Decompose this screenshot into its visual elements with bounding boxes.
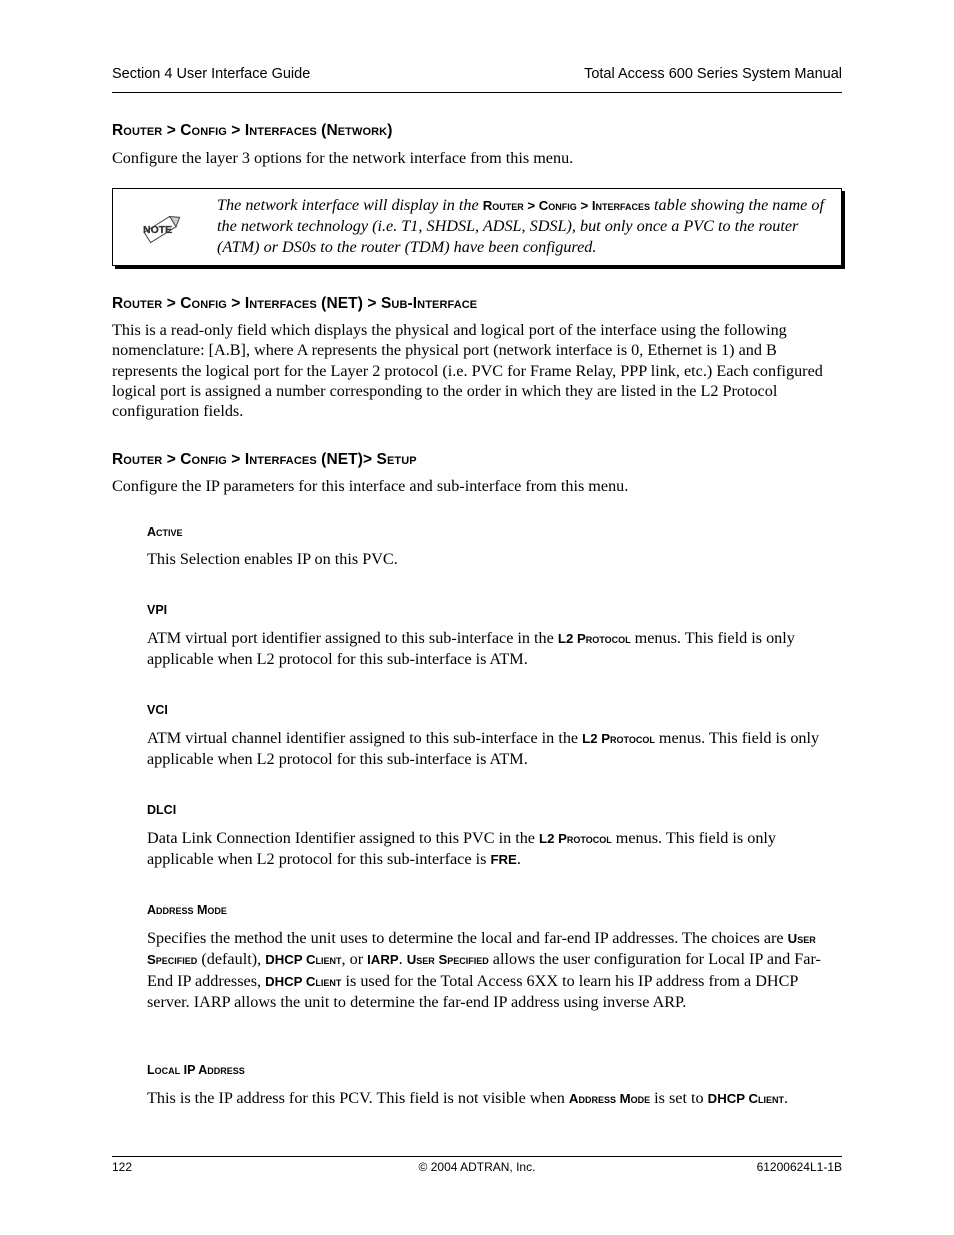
page-header-section: Section 4 User Interface Guide: [112, 66, 311, 82]
paragraph-active: This Selection enables IP on this PVC.: [147, 550, 398, 568]
address-mode-text-d: .: [398, 950, 407, 969]
note-text-b: table showing the name of the network technology (i.e. T1, SHDSL, ADSL, SDSL), but only once a PVC to the router (ATM) or DS0s to the router (TDM) have been configured.: [217, 196, 824, 256]
vci-text-a: ATM virtual channel identifier assigned to this sub-interface in the: [147, 729, 583, 747]
local-ip-text-c: .: [784, 1089, 789, 1107]
paragraph-setup-intro: Configure the IP parameters for this interface and sub-interface from this menu.: [112, 477, 629, 495]
local-ip-text-a: This is the IP address for this PCV. This field is not visible when: [147, 1089, 569, 1107]
heading-setup: Router > Config > Interfaces (NET)> Setup: [112, 451, 417, 468]
paragraph-dlci: [147, 828, 842, 871]
address-mode-text-e: allows the user configuration for Local IP and Far-End IP addresses,: [147, 950, 821, 990]
paragraph-vci: [147, 728, 842, 770]
note-menu-path: Router > Config > Interfaces: [482, 198, 650, 213]
address-mode-text-f: is used for the Total Access 6XX to learn his IP address from a DHCP server. IARP allows the unit to determine the far-end IP address using inverse ARP.: [147, 971, 798, 1011]
vpi-menu-l2-protocol: L2 Protocol: [557, 631, 631, 646]
heading-vci: VCI: [147, 703, 168, 717]
address-mode-text-a: Specifies the method the unit uses to determine the local and far-end IP addresses. The choices are: [147, 929, 788, 947]
heading-active: Active: [147, 525, 183, 539]
local-ip-text-b: is set to: [650, 1089, 708, 1107]
paragraph-vpi: [147, 628, 842, 670]
note-icon: [139, 207, 183, 251]
page-number: 122: [112, 1160, 133, 1174]
dlci-menu-l2-protocol: L2 Protocol: [539, 831, 612, 846]
heading-address-mode: Address Mode: [147, 903, 227, 917]
vci-menu-l2-protocol: L2 Protocol: [582, 731, 655, 746]
footer-doc-id: 61200624L1-1B: [756, 1160, 842, 1174]
footer-copyright: © 2004 ADTRAN, Inc.: [418, 1160, 536, 1174]
paragraph-local-ip-address: [147, 1088, 842, 1109]
note-icon-label: NOTE: [143, 224, 173, 236]
heading-interfaces-network: Router > Config > Interfaces (Network): [112, 122, 393, 139]
address-mode-text-c: , or: [341, 950, 368, 969]
paragraph-sub-interface: This is a read-only field which displays the physical and logical port of the interface using the following nomenclature: [A.B], where A represents the physical port (network interface is 0, Ethernet is 1) and B represents the logical port for the Layer 2 protocol (i.e. PVC for Frame Relay, PPP link, etc.) Each configured logical port is assigned a number corresponding to the order in which they are listed in the L2 Protocol configuration fields.: [112, 321, 823, 421]
heading-sub-interface: Router > Config > Interfaces (NET) > Sub-Interface: [112, 295, 478, 312]
note-text-a: The network interface will display in the: [217, 196, 483, 214]
vpi-text-b: menus. This field is only applicable when L2 protocol for this sub-interface is ATM.: [147, 629, 795, 669]
heading-local-ip-address: Local IP Address: [147, 1063, 245, 1077]
paragraph-address-mode: [147, 928, 842, 1012]
local-ip-value-dhcp-client: DHCP Client: [707, 1091, 784, 1106]
paragraph-network-intro: Configure the layer 3 options for the network interface from this menu.: [112, 149, 574, 167]
vci-text-b: menus. This field is only applicable when L2 protocol for this sub-interface is ATM.: [147, 729, 820, 769]
vpi-text-a: ATM virtual port identifier assigned to this sub-interface in the: [147, 629, 558, 647]
note-box: [112, 188, 842, 266]
page-header-manual-title: Total Access 600 Series System Manual: [584, 66, 842, 82]
dlci-value-fre: FRE: [490, 852, 517, 868]
option-user-specified-ref: User Specified: [406, 952, 489, 968]
option-dhcp-client-ref: DHCP Client: [265, 973, 342, 989]
address-mode-text-b: (default),: [197, 950, 266, 969]
header-rule: [112, 92, 842, 93]
dlci-text-a: Data Link Connection Identifier assigned to this PVC in the: [147, 829, 540, 847]
local-ip-field-address-mode: Address Mode: [568, 1091, 651, 1106]
option-dhcp-client: DHCP Client: [265, 952, 342, 968]
option-iarp: IARP: [367, 952, 399, 968]
note-text: [217, 195, 837, 257]
dlci-text-c: .: [516, 850, 521, 869]
dlci-text-b: menus. This field is only applicable when L2 protocol for this sub-interface is: [147, 829, 777, 869]
footer-rule: [112, 1156, 842, 1157]
heading-vpi: VPI: [147, 603, 168, 617]
option-user-specified: User Specified: [147, 931, 816, 968]
heading-dlci: DLCI: [147, 803, 177, 817]
